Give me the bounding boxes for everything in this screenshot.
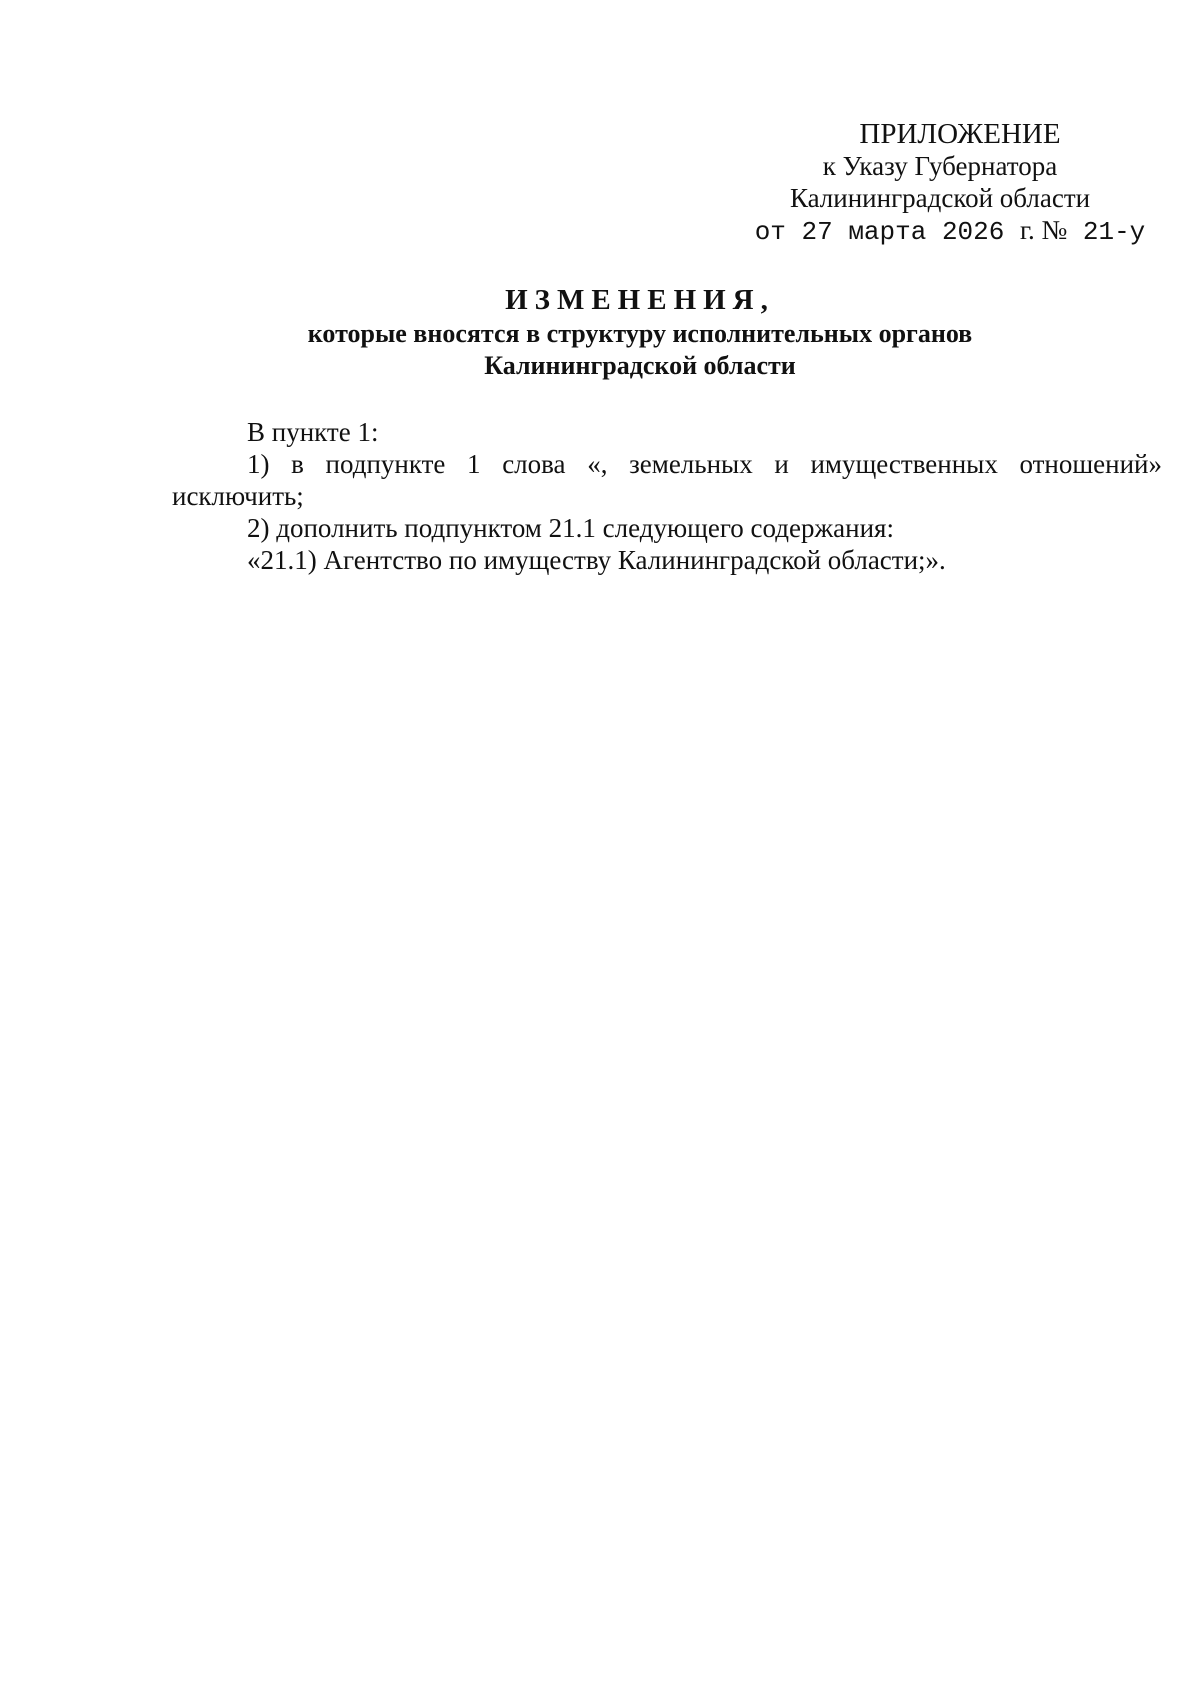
date-value: 27 марта 2026 xyxy=(801,217,1005,247)
document-heading xyxy=(170,282,1110,382)
document-subtitle-line2: Калининградской области xyxy=(484,351,796,380)
body-item-3: «21.1) Агентство по имуществу Калининградской области;». xyxy=(247,545,946,575)
appendix-line-decree: к Указу Губернатора xyxy=(822,151,1058,181)
decree-number: 21-у xyxy=(1082,217,1146,247)
appendix-line-region: Калининградской области xyxy=(789,183,1091,213)
document-title: ИЗМЕНЕНИЯ, xyxy=(505,284,775,316)
appendix-header xyxy=(700,118,1180,248)
appendix-title: ПРИЛОЖЕНИЕ xyxy=(859,118,1061,150)
date-prefix: от xyxy=(754,217,786,247)
document-body xyxy=(172,416,1162,576)
appendix-date-line xyxy=(720,214,1180,248)
body-item-1: 1) в подпункте 1 слова «, земельных и имущественных отношений» исключить; xyxy=(172,449,1162,511)
date-year-suffix: г. № xyxy=(1019,215,1068,245)
document-subtitle-line1: которые вносятся в структуру исполнительных органов xyxy=(307,319,973,348)
body-intro: В пункте 1: xyxy=(247,417,379,447)
body-item-2: 2) дополнить подпунктом 21.1 следующего содержания: xyxy=(247,513,894,543)
